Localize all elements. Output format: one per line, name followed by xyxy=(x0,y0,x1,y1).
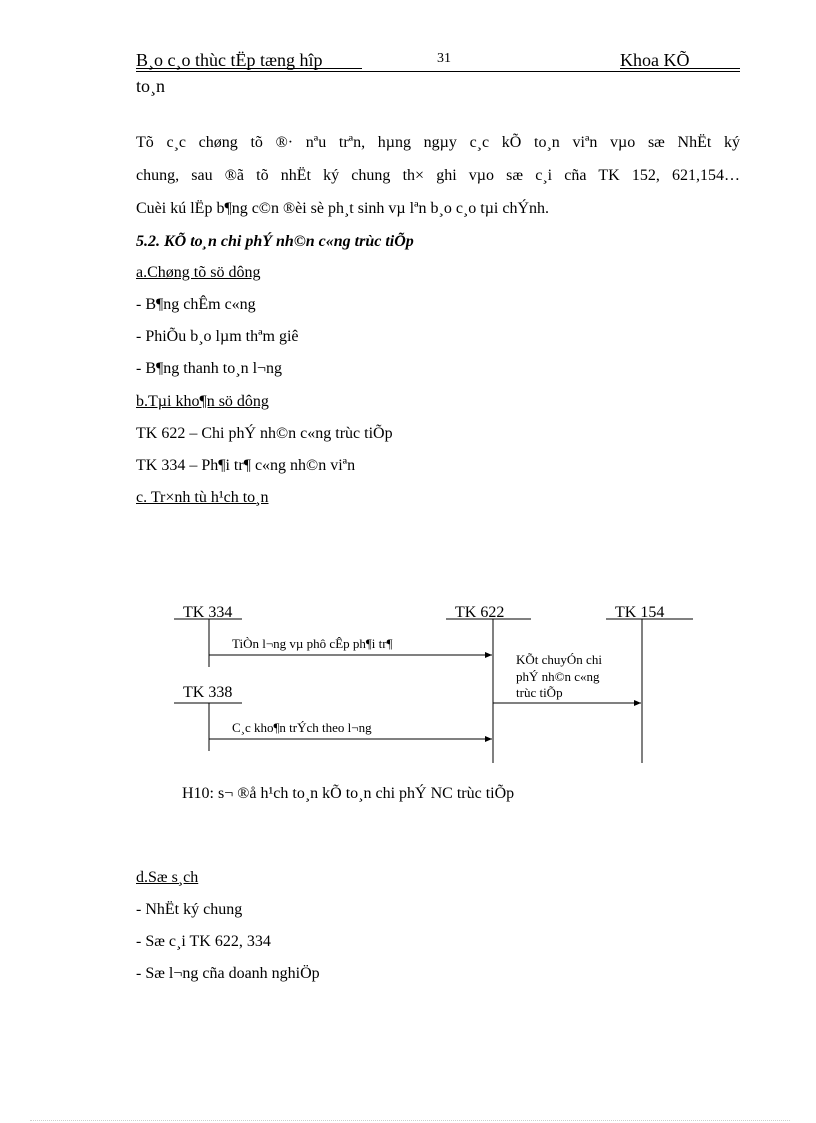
header-title-left: B¸o c¸o thùc tËp tæng hîp xyxy=(136,50,323,70)
account-label-tk622: TK 622 xyxy=(455,604,505,621)
list-item: - Sæ c¸i TK 622, 334 xyxy=(136,933,271,950)
list-item: TK 334 – Ph¶i tr¶ c«ng nh©n viªn xyxy=(136,457,356,474)
section-heading: 5.2. KÕ to¸n chi phÝ nh©n c«ng trùc tiÕp xyxy=(136,233,414,250)
list-item: - B¶ng chÊm c«ng xyxy=(136,296,256,313)
page-bottom-edge xyxy=(30,1120,790,1121)
arrow-label-deductions: C¸c kho¶n trÝch theo l¬ng xyxy=(232,720,372,735)
subsection-a-heading: a.Chøng tõ sö dông xyxy=(136,264,261,281)
list-item: - B¶ng thanh to¸n l¬ng xyxy=(136,360,283,377)
page-number: 31 xyxy=(437,51,451,66)
header-title-left-continued: to¸n xyxy=(136,76,165,96)
header-title-right: Khoa KÕ xyxy=(620,50,690,70)
arrow-label-transfer-line-1: KÕt chuyÓn chi xyxy=(516,652,602,667)
list-item: - NhËt ký chung xyxy=(136,901,243,918)
paragraph-line-3: Cuèi kú lËp b¶ng c©n ®èi sè ph¸t sinh vµ lªn b¸o c¸o tµi chÝnh. xyxy=(136,200,550,217)
arrow-label-transfer-line-3: trùc tiÕp xyxy=(516,685,563,700)
list-item: - PhiÕu b¸o lµm thªm giê xyxy=(136,328,299,345)
arrow-label-transfer-line-2: phÝ nh©n c«ng xyxy=(516,669,600,684)
account-label-tk154: TK 154 xyxy=(615,604,665,621)
diagram-caption: H10: s¬ ®å h¹ch to¸n kÕ to¸n chi phÝ NC trùc tiÕp xyxy=(182,785,515,802)
arrow-label-salary: TiÒn l¬ng vµ phô cÊp ph¶i tr¶ xyxy=(232,636,393,651)
subsection-d-heading: d.Sæ s¸ch xyxy=(136,869,199,886)
list-item: TK 622 – Chi phÝ nh©n c«ng trùc tiÕp xyxy=(136,425,393,442)
account-label-tk334: TK 334 xyxy=(183,604,233,621)
subsection-b-heading: b.Tµi kho¶n sö dông xyxy=(136,393,269,410)
account-label-tk338: TK 338 xyxy=(183,684,233,701)
paragraph-line-2: chung, sau ®ã tõ nhËt ký chung th× ghi vµo sæ c¸i cña TK 152, 621,154… xyxy=(136,167,740,184)
list-item: - Sæ l¬ng cña doanh nghiÖp xyxy=(136,965,320,982)
subsection-c-heading: c. Tr×nh tù h¹ch to¸n xyxy=(136,489,269,506)
paragraph-line-1: Tõ c¸c chøng tõ ®· nªu trªn, hµng ngµy c¸c kÕ to¸n viªn vµo sæ NhËt ký xyxy=(136,134,740,151)
